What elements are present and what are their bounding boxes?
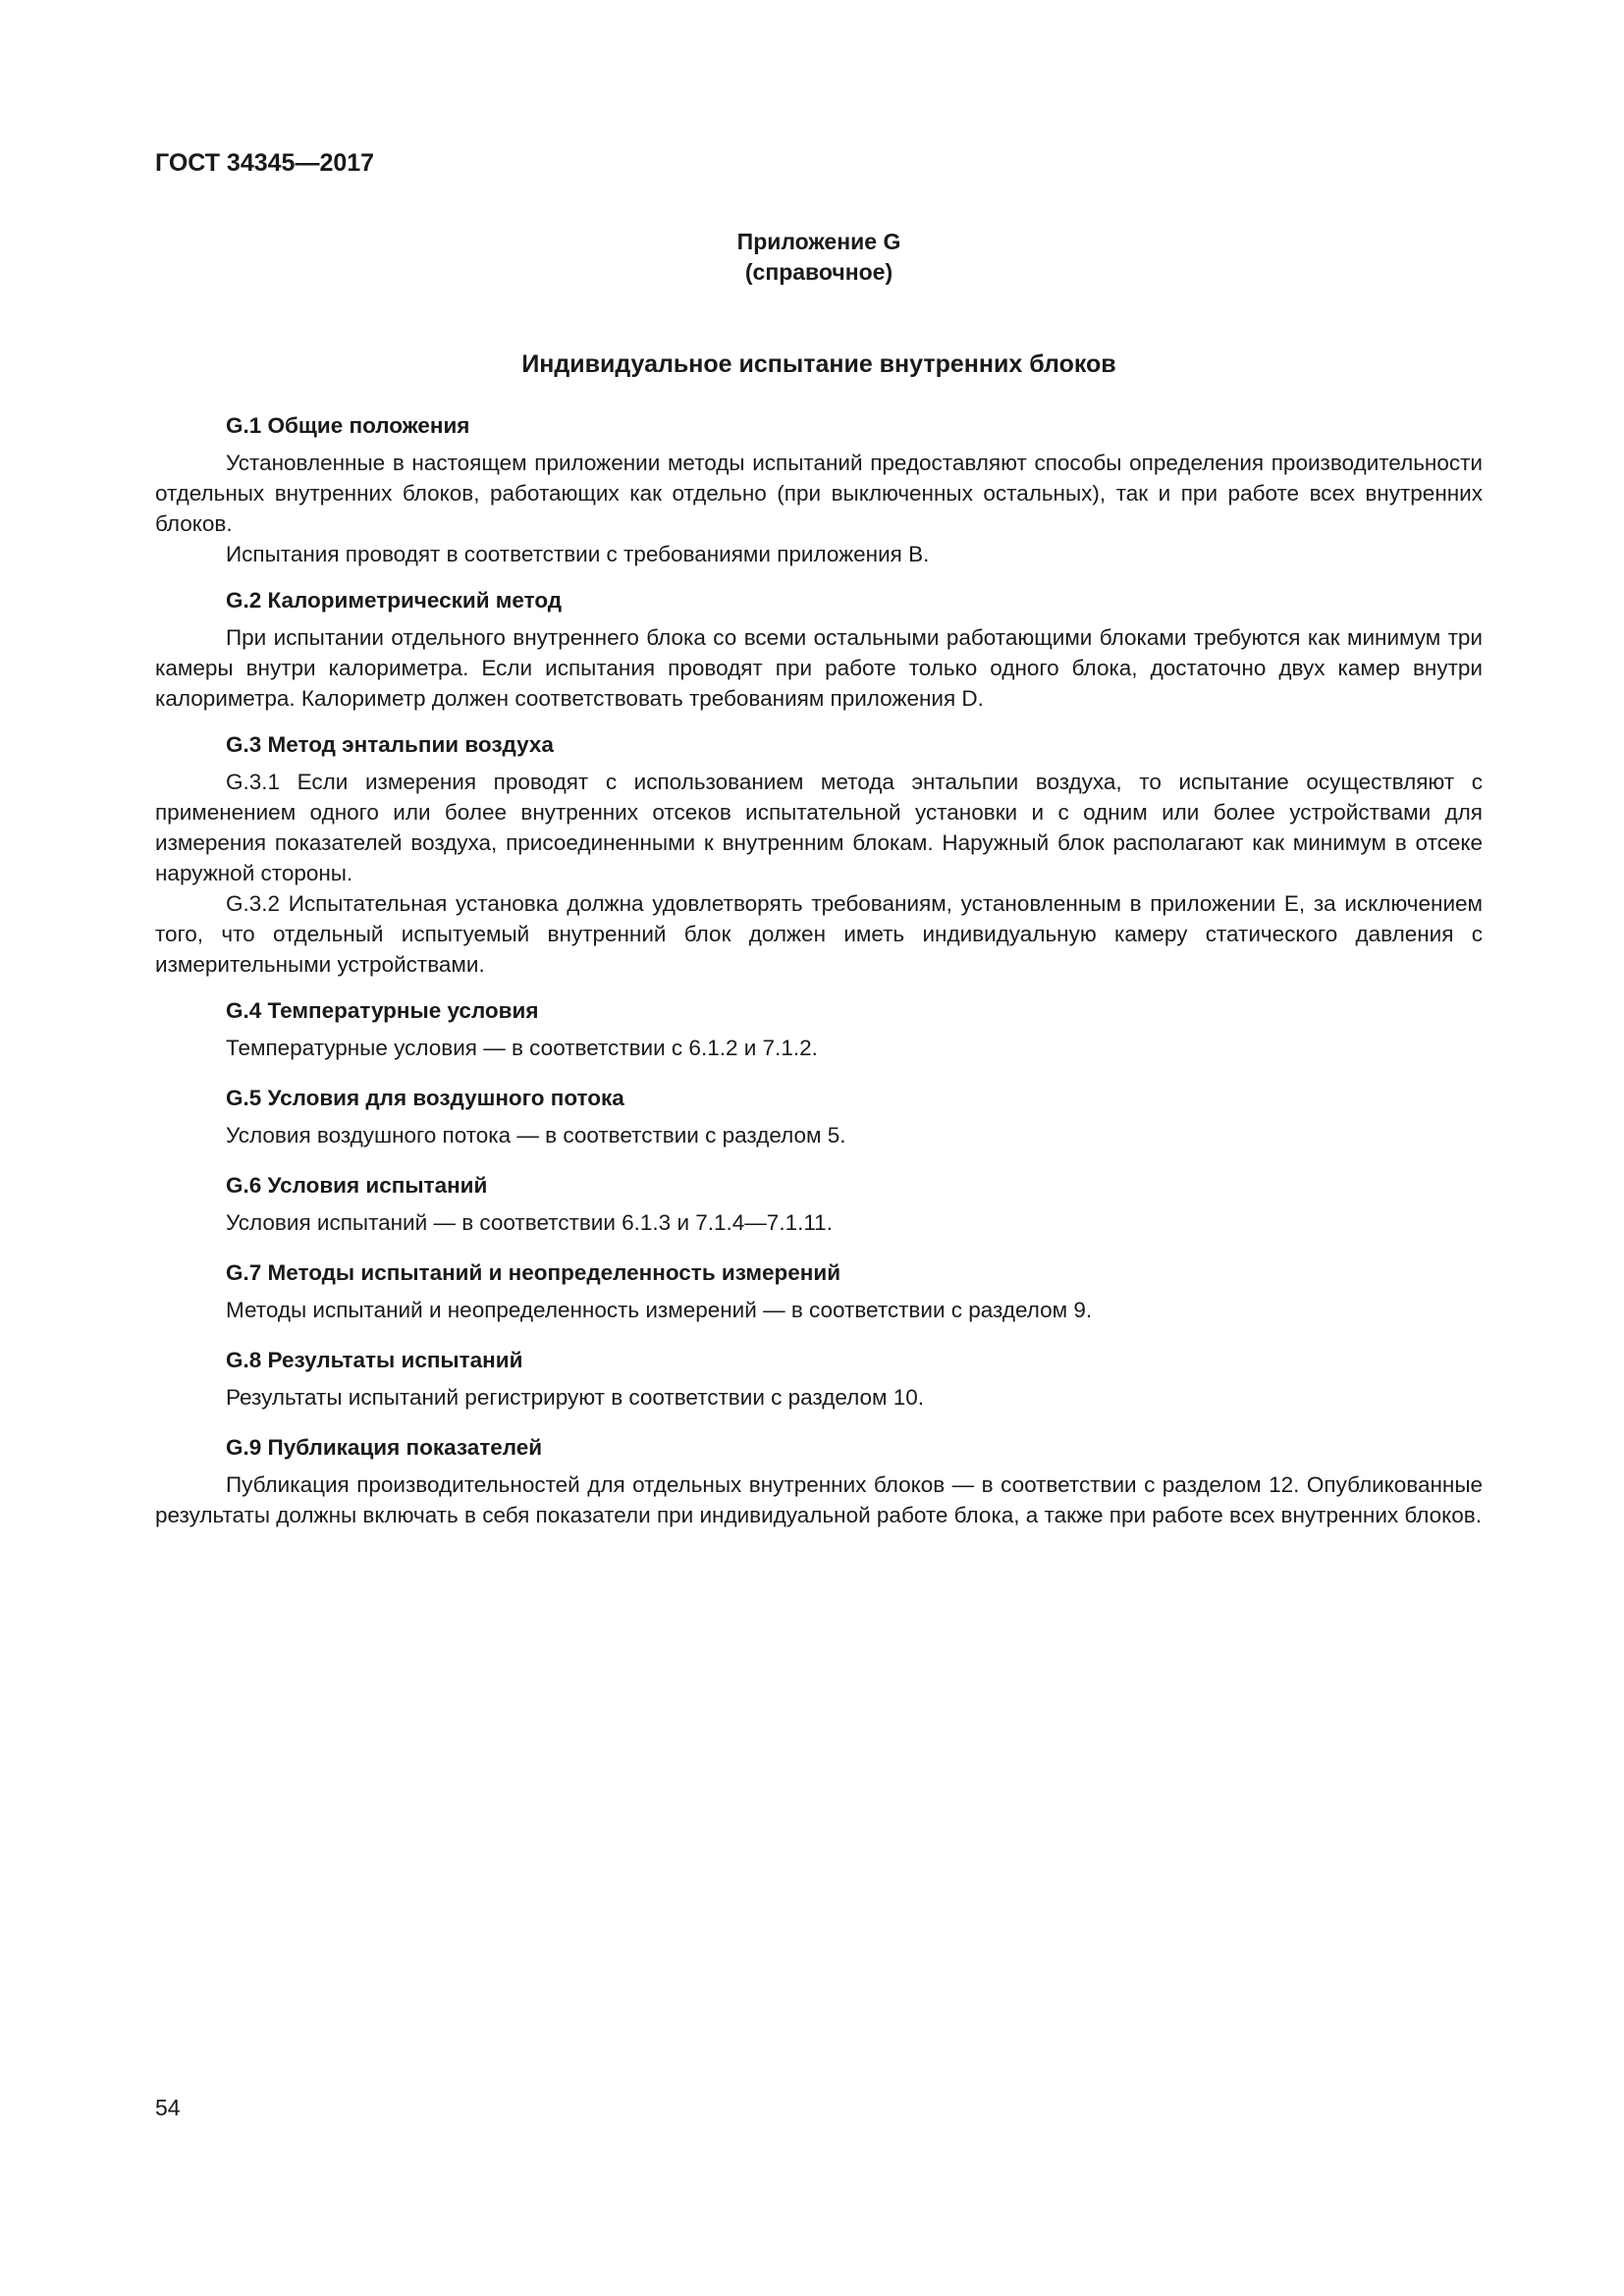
paragraph: Условия воздушного потока — в соответствии с разделом 5. (226, 1123, 846, 1148)
appendix-type: (справочное) (744, 259, 893, 285)
section-heading: G.3 Метод энтальпии воздуха (226, 732, 554, 757)
paragraph: G.3.1 Если измерения проводят с использованием метода энтальпии воздуха, то испытание осуществляют с применением одного или более внутренних отсеков испытательной установки и с одним или более устройствами для измерения показателей воздуха, присоединенными к внутренним блокам. Наружный блок располагают как минимум в отсеке наружной стороны. (155, 770, 1483, 885)
paragraph: G.3.2 Испытательная установка должна удовлетворять требованиям, установленным в приложении Е, за исключением того, что отдельный испытуемый внутренний блок должен иметь индивидуальную камеру статического давления с измерительными устройствами. (155, 891, 1483, 977)
section-heading: G.7 Методы испытаний и неопределенность измерений (226, 1260, 841, 1285)
paragraph: Испытания проводят в соответствии с требованиями приложения В. (226, 542, 930, 566)
paragraph: Публикация производительностей для отдельных внутренних блоков — в соответствии с разделом 12. Опубликованные результаты должны включать в себя показатели при индивидуальной работе блока, а также при работе всех внутренних блоков. (155, 1472, 1483, 1527)
appendix-label: Приложение G (736, 229, 901, 254)
section-g2 (155, 585, 1483, 714)
paragraph: Результаты испытаний регистрируют в соответствии с разделом 10. (226, 1385, 925, 1410)
section-g6 (155, 1170, 1483, 1238)
section-g7 (155, 1257, 1483, 1325)
section-heading: G.8 Результаты испытаний (226, 1348, 523, 1372)
paragraph: Методы испытаний и неопределенность измерений — в соответствии с разделом 9. (226, 1298, 1093, 1322)
paragraph: При испытании отдельного внутреннего блока со всеми остальными работающими блоками требуются как минимум три камеры внутри калориметра. Если испытания проводят при работе только одного блока, достаточно двух камер внутри калориметра. Калориметр должен соответствовать требованиям приложения D. (155, 625, 1483, 711)
section-heading: G.9 Публикация показателей (226, 1435, 543, 1460)
appendix-heading (155, 227, 1483, 288)
section-g4 (155, 995, 1483, 1063)
section-g8 (155, 1345, 1483, 1413)
section-heading: G.4 Температурные условия (226, 998, 539, 1023)
section-g9 (155, 1432, 1483, 1530)
paragraph: Температурные условия — в соответствии с 6.1.2 и 7.1.2. (226, 1036, 818, 1060)
section-heading: G.6 Условия испытаний (226, 1173, 488, 1198)
paragraph: Условия испытаний — в соответствии 6.1.3 и 7.1.4—7.1.11. (226, 1210, 833, 1235)
page-number: 54 (155, 2095, 181, 2120)
section-g3 (155, 729, 1483, 980)
section-heading: G.5 Условия для воздушного потока (226, 1086, 624, 1110)
document-title: Индивидуальное испытание внутренних блоков (521, 350, 1116, 378)
section-g5 (155, 1083, 1483, 1150)
section-heading: G.1 Общие положения (226, 413, 470, 438)
paragraph: Установленные в настоящем приложении методы испытаний предоставляют способы определения производительности отдельных внутренних блоков, работающих как отдельно (при выключенных остальных), так и при работе всех внутренних блоков. (155, 451, 1483, 536)
section-g1 (155, 410, 1483, 569)
document-body (155, 410, 1483, 1546)
standard-header: ГОСТ 34345—2017 (155, 149, 375, 177)
section-heading: G.2 Калориметрический метод (226, 588, 563, 613)
